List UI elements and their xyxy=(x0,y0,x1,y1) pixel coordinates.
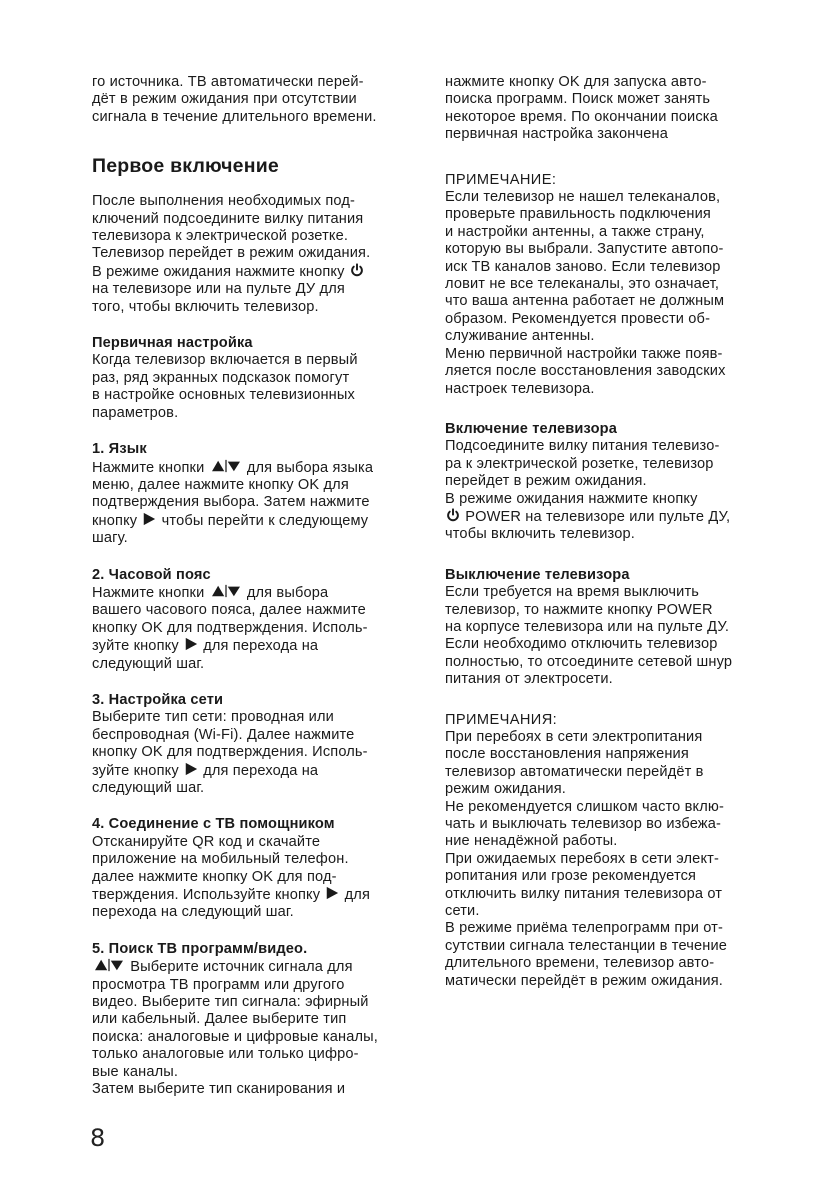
right-arrow-icon xyxy=(183,762,199,776)
step-network-text: Выберите тип сети: проводная или беспроводная (Wi-Fi). Далее нажмите кнопку OK для подтверждения. Исполь- зуйте кнопку для перехода на следующий шаг. xyxy=(92,709,368,796)
step-channel-search-heading: 5. Поиск ТВ программ/видео. xyxy=(92,940,308,957)
up-down-arrows-icon xyxy=(209,459,243,473)
step-network-heading: 3. Настройка сети xyxy=(92,691,224,708)
initial-setup-heading: Первичная настройка xyxy=(92,335,253,352)
first-power-on-text: После выполнения необходимых под- ключений подсоедините вилку питания телевизора к электрической розетке. Телевизор перейдет в режим ожидания. В режиме ожидания нажмите кнопку на телевизоре или на пульте ДУ для того, чтобы включить телевизор. xyxy=(92,193,371,315)
left-column xyxy=(92,74,422,1099)
up-down-arrows-icon xyxy=(92,958,126,972)
power-on-text: Подсоедините вилку питания телевизо- ра к электрической розетке, телевизор перейдет в режим ожидания. В режиме ожидания нажмите кнопку POWER на телевизоре или пульте ДУ, чтобы включить телевизор. xyxy=(445,438,731,543)
step-timezone-heading: 2. Часовой пояс xyxy=(92,566,211,583)
right-arrow-icon xyxy=(183,637,199,651)
right-arrow-icon xyxy=(324,886,340,900)
left-intro: го источника. ТВ автоматически перей- дёт в режим ожидания при отсутствии сигнала в течение длительного времени. xyxy=(92,74,377,125)
page-number: 8 xyxy=(90,1124,106,1152)
step-timezone-text: Нажмите кнопки для выбора вашего часового пояса, далее нажмите кнопку OK для подтверждения. Исполь- зуйте кнопку для перехода на следующий шаг. xyxy=(92,584,368,672)
note-text: Если телевизор не нашел телеканалов, проверьте правильность подключения и настройки антенны, а также страну, которую вы выбрали. Запустите автопо- иск ТВ каналов заново. Если телевизор ловит не все телеканалы, это означает, что ваша антенна работает не должным образом. Рекомендуется провести об- служивание антенны. Меню первичной настройки также появ- ляется после восстановления заводских настроек телевизора. xyxy=(445,189,726,397)
power-off-heading: Выключение телевизора xyxy=(445,566,630,583)
step-language-heading: 1. Язык xyxy=(92,441,147,458)
power-off-text: Если требуется на время выключить телевизор, то нажмите кнопку POWER на корпусе телевизора или на пульте ДУ. Если необходимо отключить телевизор полностью, то отсоедините сетевой шнур питания от электросети. xyxy=(445,584,733,688)
step-tv-assistant-heading: 4. Соединение с ТВ помощником xyxy=(92,816,335,833)
right-column xyxy=(445,74,780,990)
up-down-arrows-icon xyxy=(209,584,243,598)
note-heading: ПРИМЕЧАНИЕ: xyxy=(445,171,557,188)
step-tv-assistant-text: Отсканируйте QR код и скачайте приложение на мобильный телефон. далее нажмите кнопку OK для под- тверждения. Используйте кнопку для перехода на следующий шаг. xyxy=(92,833,371,921)
step-channel-search-text: Выберите источник сигнала для просмотра ТВ программ или другого видео. Выберите тип сигнала: эфирный или кабельный. Далее выберите тип поиска: аналоговые и цифровые каналы, только аналоговые или только цифро- вые каналы. Затем выберите тип сканирования и xyxy=(92,959,378,1098)
power-icon xyxy=(349,263,365,277)
right-intro: нажмите кнопку OK для запуска авто- поиска программ. Поиск может занять некоторое время. По окончании поиска первичная настройка закончена xyxy=(445,74,718,143)
power-icon xyxy=(445,508,461,522)
notes-text: При перебоях в сети электропитания после восстановления напряжения телевизор автоматически перейдёт в режим ожидания. Не рекомендуется слишком часто вклю- чать и выключать телевизор во избежа- ние ненадёжной работы. При ожидаемых перебоях в сети элект- ропитания или грозе рекомендуется отключить вилку питания телевизора от сети. В режиме приёма телепрограмм при от- сутствии сигнала телестанции в течение длительного времени, телевизор авто- матически перейдёт в режим ожидания. xyxy=(445,729,728,989)
power-on-heading: Включение телевизора xyxy=(445,420,617,437)
step-language-text: Нажмите кнопки для выбора языка меню, далее нажмите кнопку OK для подтверждения выбора. Затем нажмите кнопку чтобы перейти к следующему шагу. xyxy=(92,459,374,547)
first-power-on-heading: Первое включение xyxy=(92,155,279,178)
initial-setup-text: Когда телевизор включается в первый раз, ряд экранных подсказок помогут в настройке основных телевизионных параметров. xyxy=(92,352,358,421)
right-arrow-icon xyxy=(141,512,157,526)
notes-heading: ПРИМЕЧАНИЯ: xyxy=(445,711,558,728)
